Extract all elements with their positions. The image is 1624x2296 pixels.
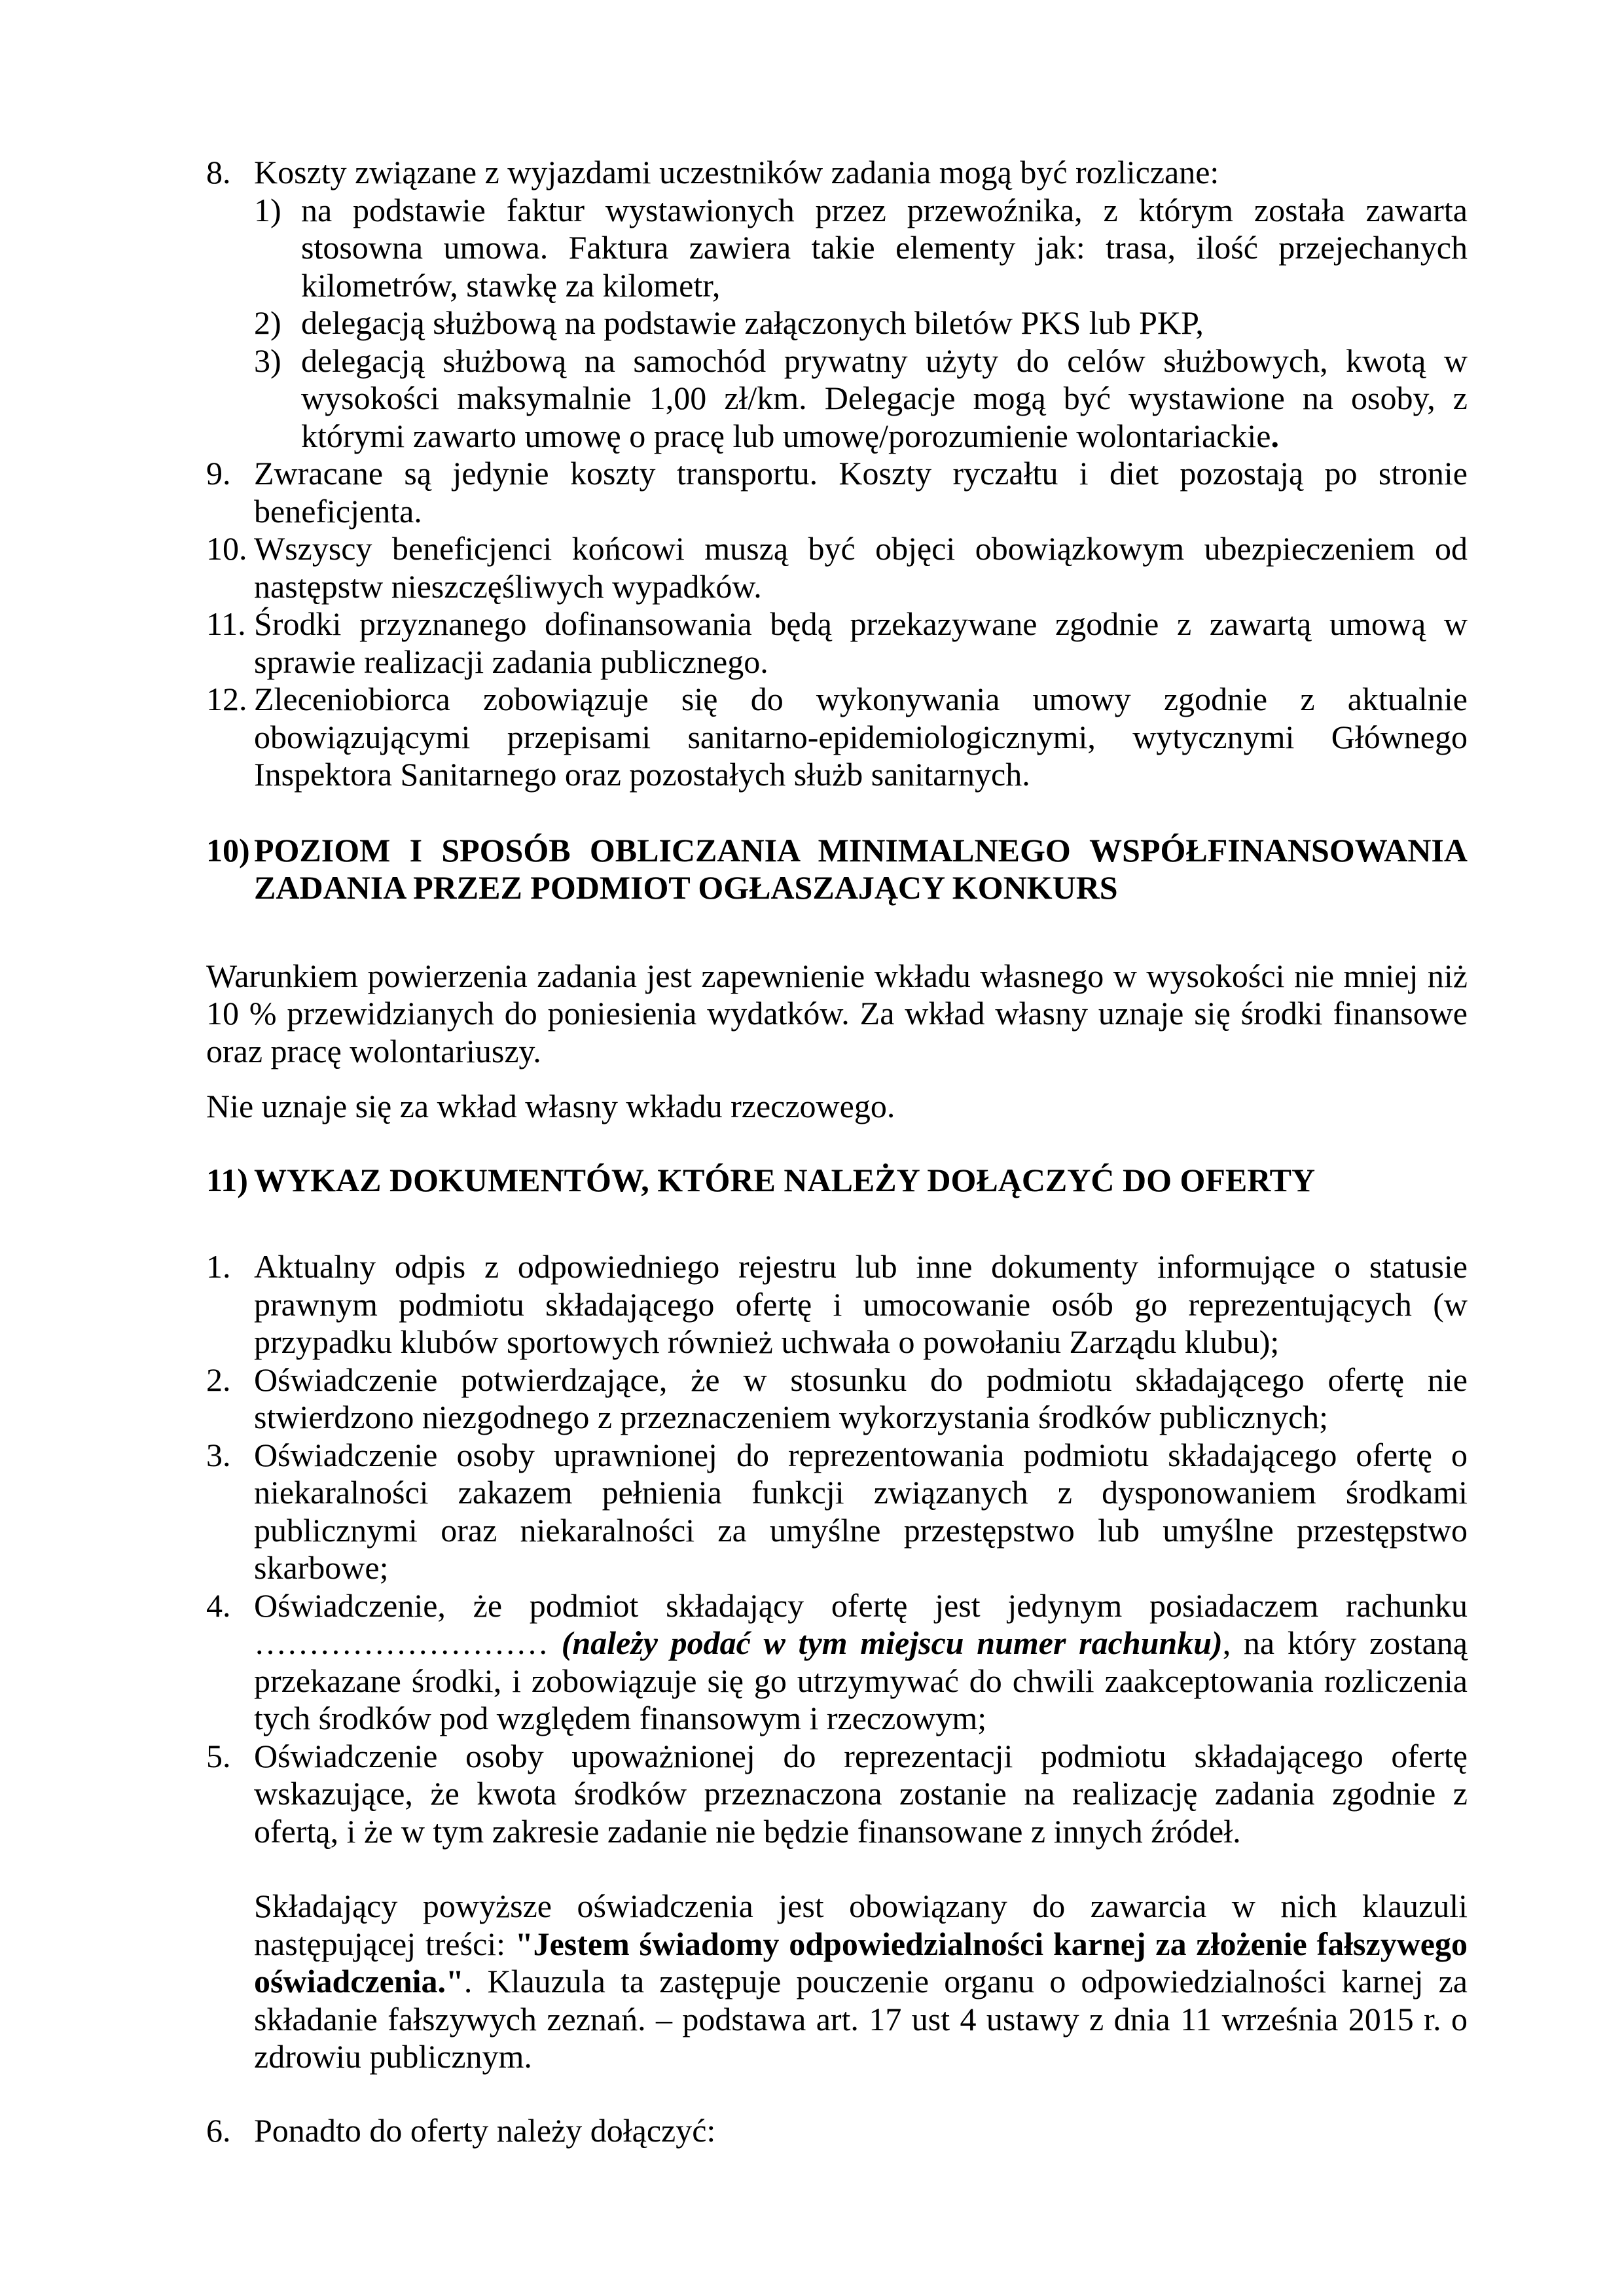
section-heading-10 <box>206 832 1468 907</box>
paragraph-in-kind: Nie uznaje się za wkład własny wkładu rzeczowego. <box>206 1088 895 1124</box>
item-number: 11. <box>206 605 246 642</box>
subitem-text: na podstawie faktur wystawionych przez przewoźnika, z którym została zawarta stosowna umowa. Faktura zawiera takie elementy jak: trasa, ilość przejechanych kilometrów, stawkę za kilometr, <box>301 191 1468 304</box>
document-item-5 <box>206 1738 1468 1851</box>
item-number: 2. <box>206 1361 231 1398</box>
item-text: Ponadto do oferty należy dołączyć: <box>254 2111 716 2149</box>
subitem-text <box>301 342 1468 456</box>
document-item-2 <box>206 1361 1468 1437</box>
item-number: 10. <box>206 530 247 567</box>
list-item-8 <box>206 154 1468 455</box>
subitem-number: 3) <box>254 342 281 379</box>
item-text: Środki przyznanego dofinansowania będą przekazywane zgodnie z zawartą umową w sprawie realizacji zadania publicznego. <box>254 605 1468 680</box>
item-number: 4. <box>206 1587 231 1624</box>
item-number: 5. <box>206 1737 231 1774</box>
item-text: Aktualny odpis z odpowiedniego rejestru lub inne dokumenty informujące o statusie prawnym podmiotu składającego ofertę i umocowanie osób go reprezentujących (w przypadku klubów sportowych również uchwała o powołaniu Zarządu klubu); <box>254 1248 1468 1360</box>
documents-list <box>206 1248 1468 1850</box>
list-item-11 <box>206 605 1468 681</box>
clause-intro: Składający powyższe oświadczenia jest obowiązany do zawarcia w nich klauzuli następującej treści: <box>254 1888 1468 1962</box>
heading-title: WYKAZ DOKUMENTÓW, KTÓRE NALEŻY DOŁĄCZYĆ DO OFERTY <box>254 1161 1316 1198</box>
item-text-c: , na który zostaną przekazane środki, i zobowiązuje się go utrzymywać do chwili zaakceptowania rozliczenia tych środków pod względem finansowym i rzeczowym; <box>254 1624 1468 1736</box>
heading-number: 10) <box>206 831 250 869</box>
item-number: 8. <box>206 154 231 190</box>
account-number-hint: (należy podać w tym miejscu numer rachunku) <box>561 1624 1223 1661</box>
item-number: 12. <box>206 681 247 717</box>
section-heading-11 <box>206 1162 1468 1200</box>
clause-rest: . Klauzula ta zastępuje pouczenie organu o odpowiedzialności karnej za składanie fałszywych zeznań. – podstawa art. 17 ust 4 ustawy z dnia 11 września 2015 r. o zdrowiu publicznym. <box>254 1963 1468 2075</box>
heading-title: POZIOM I SPOSÓB OBLICZANIA MINIMALNEGO WSPÓŁFINANSOWANIA ZADANIA PRZEZ PODMIOT OGŁASZAJĄCY KONKURS <box>254 831 1468 906</box>
clause-quote: "Jestem świadomy odpowiedzialności karnej za złożenie fałszywego oświadczenia." <box>254 1925 1468 2000</box>
heading-number: 11) <box>206 1161 248 1198</box>
item-number: 6. <box>206 2111 231 2149</box>
subitem-text-main: delegacją służbową na samochód prywatny użyty do celów służbowych, kwotą w wysokości maksymalnie 1,00 zł/km. Delegacje mogą być wystawione na osoby, z którymi zawarto umowę o pracę lub umowę/porozumienie wolontariackie <box>301 342 1468 454</box>
paragraph-contribution: Warunkiem powierzenia zadania jest zapewnienie wkładu własnego w wysokości nie mniej niż 10 % przewidzianych do poniesienia wydatków. Za wkład własny uznaje się środki finansowe oraz pracę wolontariuszy. <box>206 957 1468 1069</box>
item-text: Oświadczenie potwierdzające, że w stosunku do podmiotu składającego ofertę nie stwierdzono niezgodnego z przeznaczeniem wykorzystania środków publicznych; <box>254 1361 1468 1435</box>
item-text: Oświadczenie osoby uprawnionej do reprezentowania podmiotu składającego ofertę o niekaralności zakazem pełnienia funkcji związanych z dysponowaniem środkami publicznymi oraz niekaralności za umyślne przestępstwo lub umyślne przestępstwo skarbowe; <box>254 1436 1468 1586</box>
item-text-a: Oświadczenie, że podmiot składający ofertę jest jedynym posiadaczem rachunku ……………………… <box>254 1587 1468 1661</box>
item-text: Koszty związane z wyjazdami uczestników zadania mogą być rozliczane: <box>254 154 1219 190</box>
document-item-3 <box>206 1437 1468 1587</box>
item-text: Wszyscy beneficjenci końcowi muszą być objęci obowiązkowym ubezpieczeniem od następstw nieszczęśliwych wypadków. <box>254 530 1468 605</box>
item-number: 3. <box>206 1436 231 1473</box>
item-number: 9. <box>206 455 231 492</box>
document-item-4 <box>206 1587 1468 1738</box>
sublist-item-1 <box>254 192 1468 305</box>
sublist-item-3 <box>254 342 1468 456</box>
item-text: Oświadczenie osoby upoważnionej do reprezentacji podmiotu składającego ofertę wskazujące, że kwota środków przeznaczona zostanie na realizację zadania zgodnie z ofertą, i że w tym zakresie zadanie nie będzie finansowane z innych źródeł. <box>254 1737 1468 1850</box>
item-text: Zleceniobiorca zobowiązuje się do wykonywania umowy zgodnie z aktualnie obowiązującymi przepisami sanitarno-epidemiologicznymi, wytycznymi Głównego Inspektora Sanitarnego oraz pozostałych służb sanitarnych. <box>254 681 1468 793</box>
clause-paragraph <box>254 1888 1468 2076</box>
list-item-9 <box>206 455 1468 530</box>
list-item-12 <box>206 681 1468 794</box>
subitem-number: 1) <box>254 191 281 228</box>
item-text <box>254 1587 1468 1738</box>
sublist-item-2 <box>254 304 1468 342</box>
document-item-1 <box>206 1248 1468 1361</box>
subitem-text: delegacją służbową na podstawie załączonych biletów PKS lub PKP, <box>301 304 1204 341</box>
subitem-text-period: . <box>1271 417 1279 454</box>
item-number: 1. <box>206 1248 231 1285</box>
sublist <box>254 192 1468 456</box>
item-text: Zwracane są jedynie koszty transportu. Koszty ryczałtu i diet pozostają po stronie beneficjenta. <box>254 455 1468 529</box>
document-item-6 <box>206 2112 1468 2150</box>
list-item-10 <box>206 530 1468 605</box>
document-page <box>206 154 1468 2149</box>
subitem-number: 2) <box>254 304 281 341</box>
